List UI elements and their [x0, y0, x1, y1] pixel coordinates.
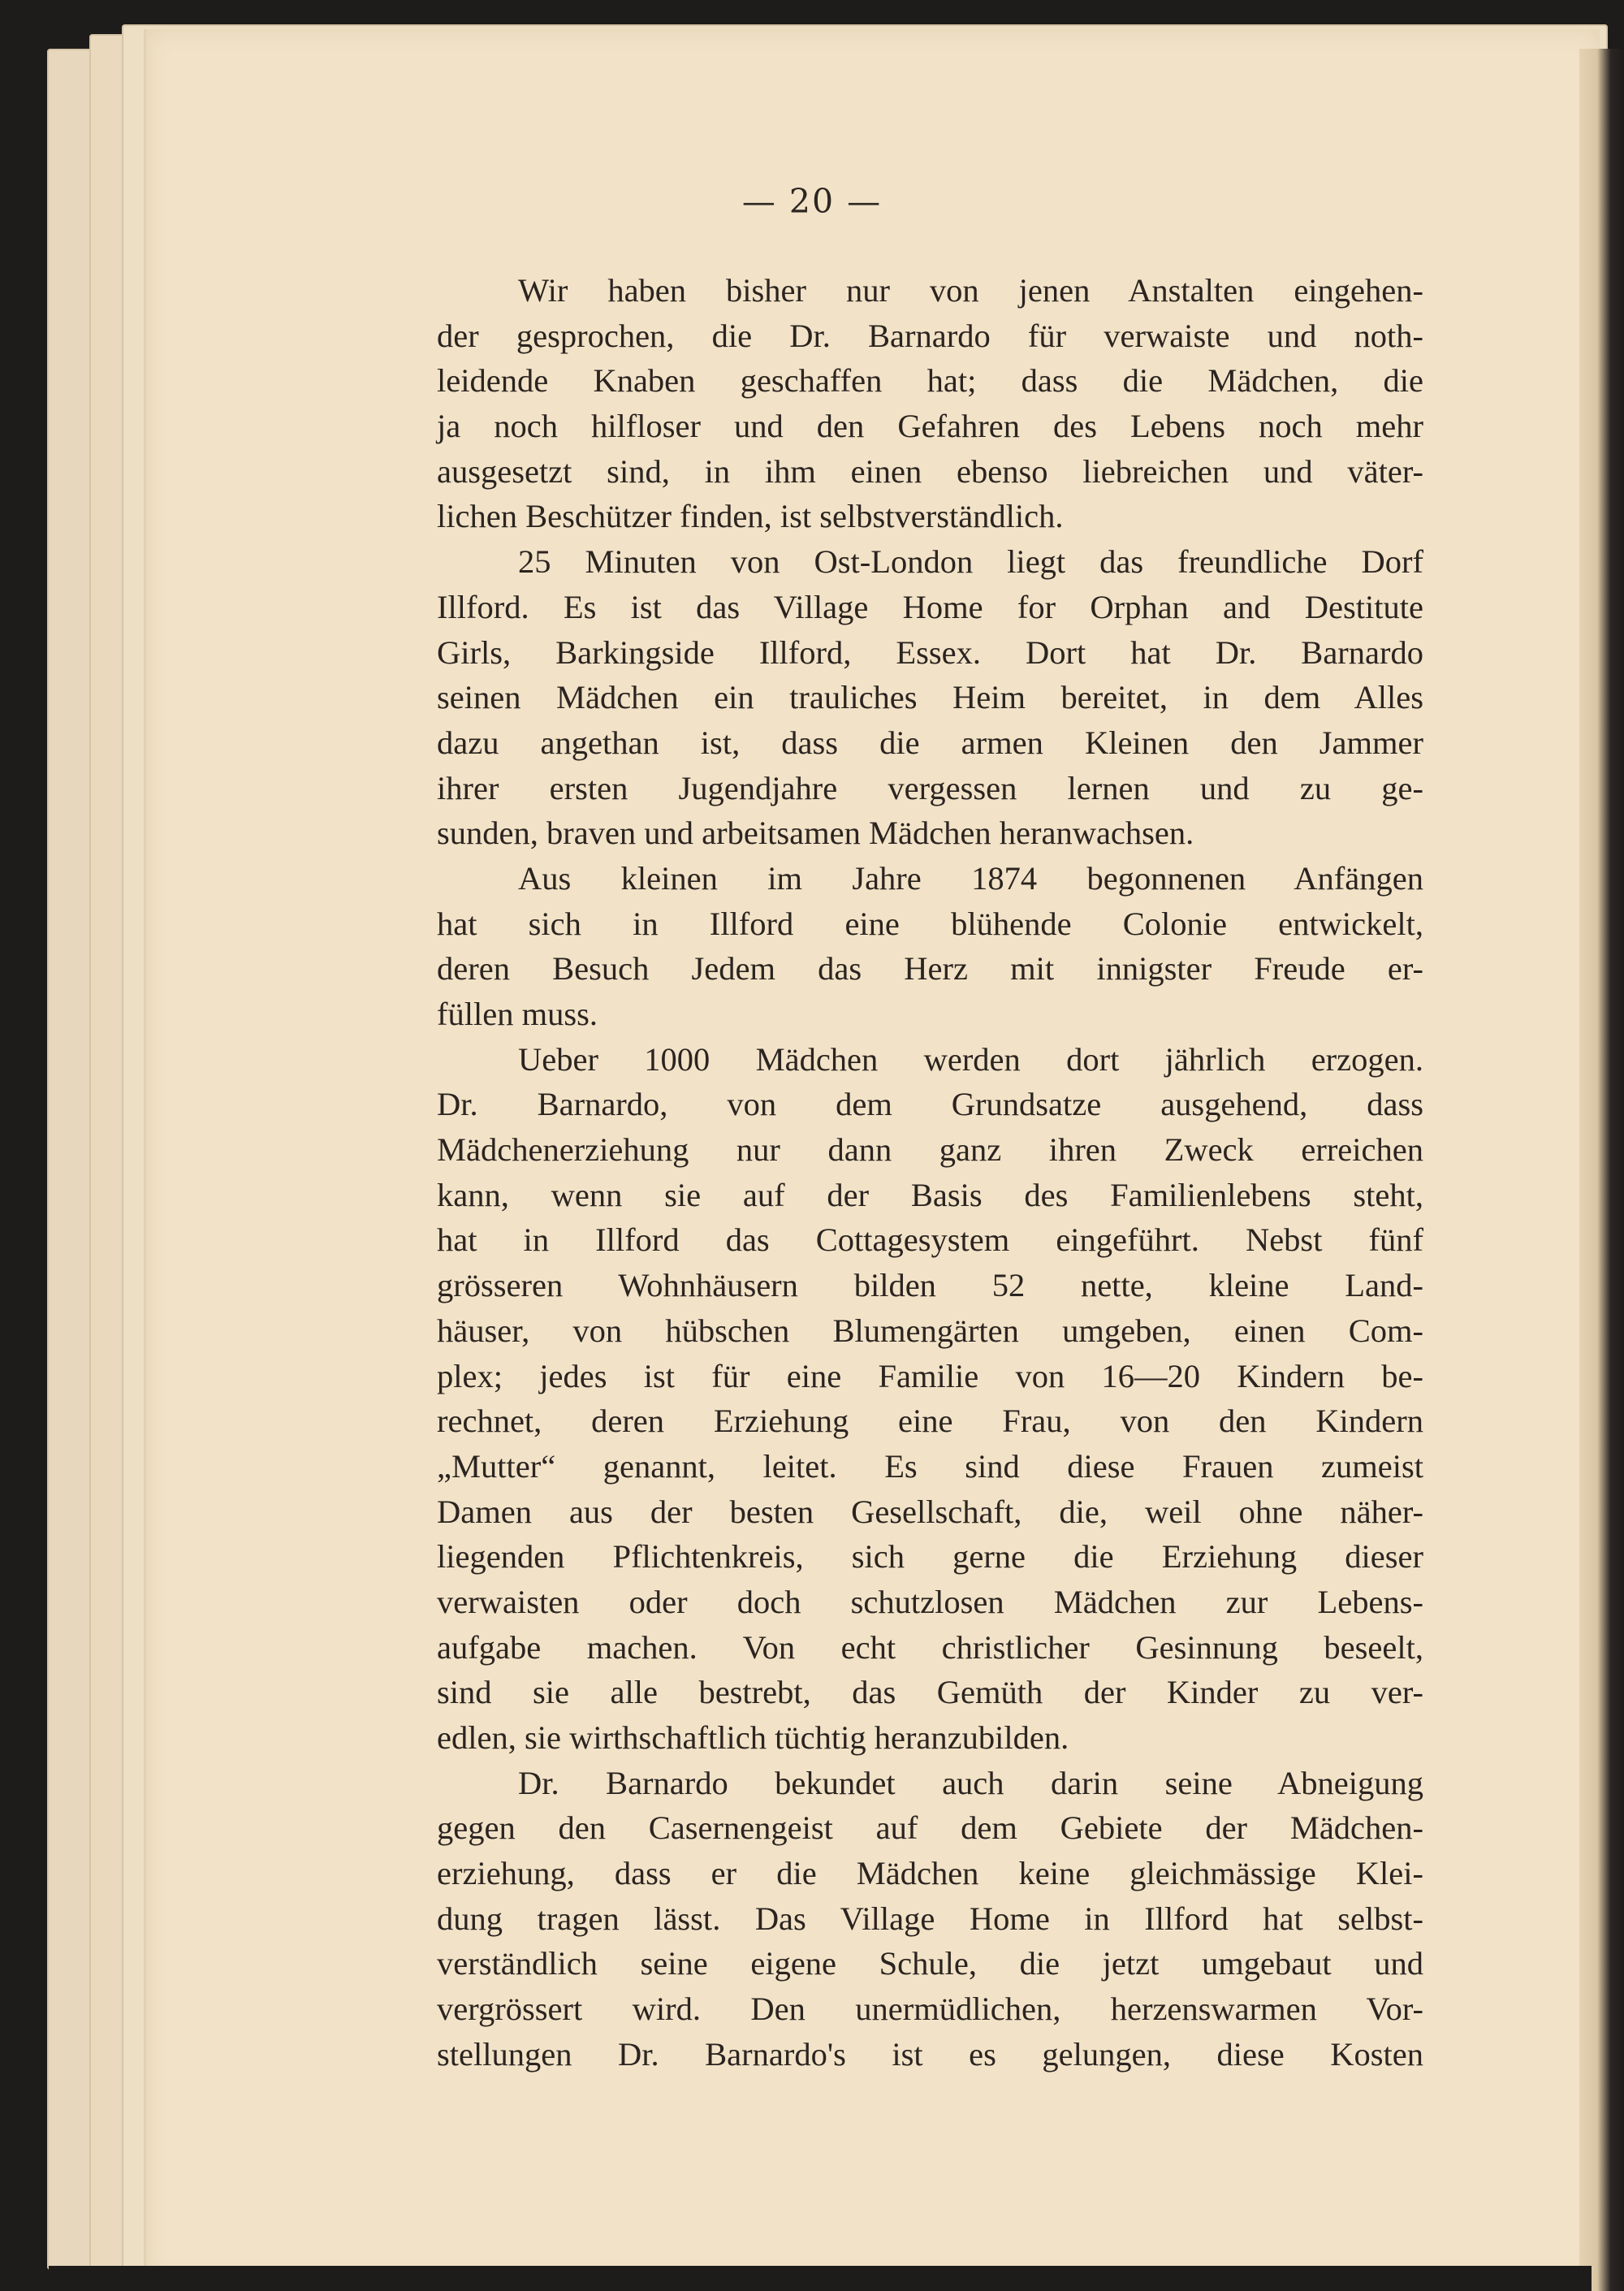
text-line: hat sich in Illford eine blühende Colonie entwickelt, — [437, 905, 1423, 942]
text-line: ja noch hilfloser und den Gefahren des Lebens noch mehr — [437, 408, 1423, 445]
text-line: kann, wenn sie auf der Basis des Familienlebens steht, — [437, 1176, 1423, 1213]
text-line: Illford. Es ist das Village Home for Orphan and Destitute — [437, 588, 1423, 625]
text-line: rechnet, deren Erziehung eine Frau, von den Kindern — [437, 1403, 1423, 1440]
text-line: dung tragen lässt. Das Village Home in Illford hat selbst- — [437, 1900, 1423, 1937]
text-line: sunden, braven und arbeitsamen Mädchen heranwachsen. — [437, 815, 1194, 852]
text-line: Wir haben bisher nur von jenen Anstalten eingehen- — [518, 272, 1423, 309]
text-line: häuser, von hübschen Blumengärten umgeben, einen Com- — [437, 1312, 1423, 1349]
text-line: stellungen Dr. Barnardo's ist es gelungen, diese Kosten — [437, 2035, 1423, 2073]
text-line: ausgesetzt sind, in ihm einen ebenso liebreichen und väter- — [437, 452, 1423, 490]
text-line: dazu angethan ist, dass die armen Kleinen den Jammer — [437, 724, 1423, 761]
text-line: plex; jedes ist für eine Familie von 16—20 Kindern be- — [437, 1357, 1423, 1394]
text-line: erziehung, dass er die Mädchen keine gleichmässige Klei- — [437, 1855, 1423, 1892]
text-line: Aus kleinen im Jahre 1874 begonnenen Anfängen — [518, 859, 1423, 897]
text-line: Dr. Barnardo, von dem Grundsatze ausgehend, dass — [437, 1086, 1423, 1123]
text-line: „Mutter“ genannt, leitet. Es sind diese Frauen zumeist — [437, 1447, 1423, 1485]
text-line: hat in Illford das Cottagesystem eingeführt. Nebst fünf — [437, 1221, 1423, 1259]
text-line: ihrer ersten Jugendjahre vergessen lernen und zu ge- — [437, 769, 1423, 806]
text-line: Damen aus der besten Gesellschaft, die, weil ohne näher- — [437, 1493, 1423, 1530]
text-line: füllen muss. — [437, 996, 598, 1032]
text-line: liegenden Pflichtenkreis, sich gerne die Erziehung dieser — [437, 1538, 1423, 1576]
text-line: sind sie alle bestrebt, das Gemüth der Kinder zu ver- — [437, 1674, 1423, 1711]
page-edge-right — [1579, 49, 1624, 2291]
text-line: der gesprochen, die Dr. Barnardo für verwaiste und noth- — [437, 317, 1423, 354]
text-line: verwaisten oder doch schutzlosen Mädchen zur Lebens- — [437, 1583, 1423, 1620]
page-edge-bottom — [49, 2266, 1592, 2291]
text-line: gegen den Casernengeist auf dem Gebiete der Mädchen- — [437, 1809, 1423, 1847]
text-line: deren Besuch Jedem das Herz mit innigster Freude er- — [437, 950, 1423, 988]
text-line: 25 Minuten von Ost-London liegt das freundliche Dorf — [518, 543, 1423, 581]
text-line: lichen Beschützer finden, ist selbstverständlich. — [437, 498, 1064, 535]
text-line: verständlich seine eigene Schule, die jetzt umgebaut und — [437, 1945, 1423, 1982]
text-line: Girls, Barkingside Illford, Essex. Dort hat Dr. Barnardo — [437, 633, 1423, 671]
text-line: leidende Knaben geschaffen hat; dass die Mädchen, die — [437, 362, 1423, 400]
text-line: seinen Mädchen ein trauliches Heim bereitet, in dem Alles — [437, 679, 1423, 716]
text-line: Ueber 1000 Mädchen werden dort jährlich erzogen. — [518, 1040, 1423, 1078]
text-line: vergrössert wird. Den unermüdlichen, herzenswarmen Vor- — [437, 1991, 1423, 2028]
page-number: — 20 — — [741, 182, 883, 221]
text-line: aufgabe machen. Von echt christlicher Gesinnung beseelt, — [437, 1628, 1423, 1666]
text-line: Mädchenerziehung nur dann ganz ihren Zweck erreichen — [437, 1131, 1423, 1169]
text-line: Dr. Barnardo bekundet auch darin seine Abneigung — [518, 1764, 1423, 1801]
text-line: grösseren Wohnhäusern bilden 52 nette, kleine Land- — [437, 1267, 1423, 1304]
body-text — [437, 268, 1423, 2077]
text-line: edlen, sie wirthschaftlich tüchtig heranzubilden. — [437, 1719, 1069, 1756]
